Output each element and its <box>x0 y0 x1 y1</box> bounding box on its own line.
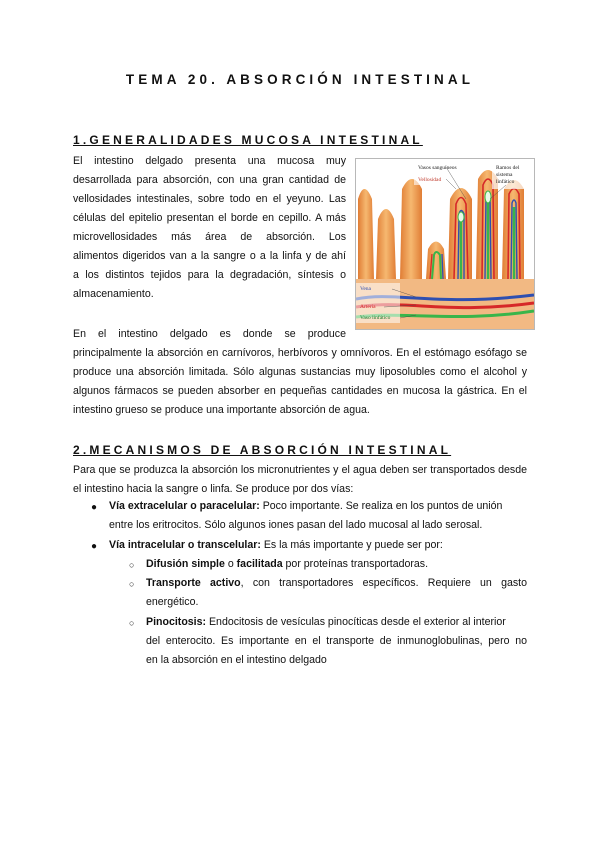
sub-item-diffusion: Difusión simple o facilitada por proteínas transportadoras. <box>146 558 429 570</box>
villus-shape <box>376 209 396 279</box>
label-blood-vessels: Vasos sanguíneos <box>418 165 457 171</box>
section2-heading: 2.MECANISMOS DE ABSORCIÓN INTESTINAL <box>73 443 452 457</box>
p1-line: alimentos digeridos van a la sangre o a la linfa y de ahí <box>73 250 346 262</box>
label-lymph-branch: Ramos del <box>496 165 520 171</box>
sub-item-pinocytosis-cont2: en la absorción en el intestino delgado <box>146 654 327 666</box>
p1-line: microvellosidades más área de absorción. Los <box>73 231 346 243</box>
bullet-item-extracellular: Vía extracelular o paracelular: Poco importante. Se realiza en los puntos de unión <box>109 500 503 512</box>
sub-bullet-circle: ○ <box>129 618 135 628</box>
section1-paragraph2-first-line: En el intestino delgado es donde se produce <box>73 328 346 340</box>
label-lymph-system: sistema <box>496 172 513 178</box>
p1-line: El intestino delgado presenta una mucosa muy <box>73 155 346 167</box>
sub-bullet-circle: ○ <box>129 579 135 589</box>
p1-line: almacenamiento. <box>73 288 154 300</box>
label-vein: Vena <box>360 286 371 292</box>
p1-line: vellosidades intestinales, sobre todo en el yeyuno. Las <box>73 193 346 205</box>
bullet-dot: ● <box>91 541 98 552</box>
label-lymph-vessel: Vaso linfático <box>360 315 391 321</box>
villi-diagram <box>356 159 534 329</box>
label-artery: Arteria <box>360 304 376 310</box>
villi-illustration <box>355 158 535 330</box>
sub-item-pinocytosis: Pinocitosis: Endocitosis de vesículas pinocíticas desde el exterior al interior <box>146 616 506 628</box>
label-villus: Vellosidad <box>418 177 442 183</box>
bullet-dot: ● <box>91 502 98 513</box>
bullet-item-extracellular-cont: entre los eritrocitos. Sólo algunos iones pasan del lado mucosal al lado serosal. <box>109 519 483 531</box>
label-lymphatic: linfático <box>496 179 515 185</box>
document-title: TEMA 20. ABSORCIÓN INTESTINAL <box>125 72 475 87</box>
section2-intro: Para que se produzca la absorción los micronutrientes y el agua deben ser transportados desde el intestino hacia la sangre o linfa. Se produce por dos vías: <box>73 464 527 495</box>
section1-heading: 1.GENERALIDADES MUCOSA INTESTINAL <box>73 133 423 147</box>
p1-line: células del epitelio presentan el borde en cepillo. A más <box>73 212 346 224</box>
villus-shape <box>358 189 374 279</box>
bullet-item-intracellular: Vía intracelular o transcelular: Es la más importante y puede ser por: <box>109 539 443 551</box>
villus-shape <box>400 179 422 279</box>
sub-item-active-transport: Transporte activo, con transportadores específicos. Requiere un gasto <box>146 577 527 589</box>
section1-paragraph2: principalmente la absorción en carnívoros, herbívoros y omnívoros. En el estómago esófago se produce una absorción limitada. Sólo algunas sustancias muy liposolubles como el alcohol y algunos fármacos se pueden absorber en pequeñas cantidades en mucosa la gástrica. En el intestino grueso se produce una importante absorción de agua. <box>73 347 527 416</box>
sub-item-active-transport-cont: energético. <box>146 596 199 608</box>
sub-item-pinocytosis-cont: del enterocito. Es importante en el transporte de inmunoglobulinas, pero no <box>146 635 527 647</box>
sub-bullet-circle: ○ <box>129 560 135 570</box>
p1-line: desarrollada para absorción, con una gran cantidad de <box>73 174 346 186</box>
p1-line: a los distintos tejidos para la degradación, síntesis o <box>73 269 346 281</box>
